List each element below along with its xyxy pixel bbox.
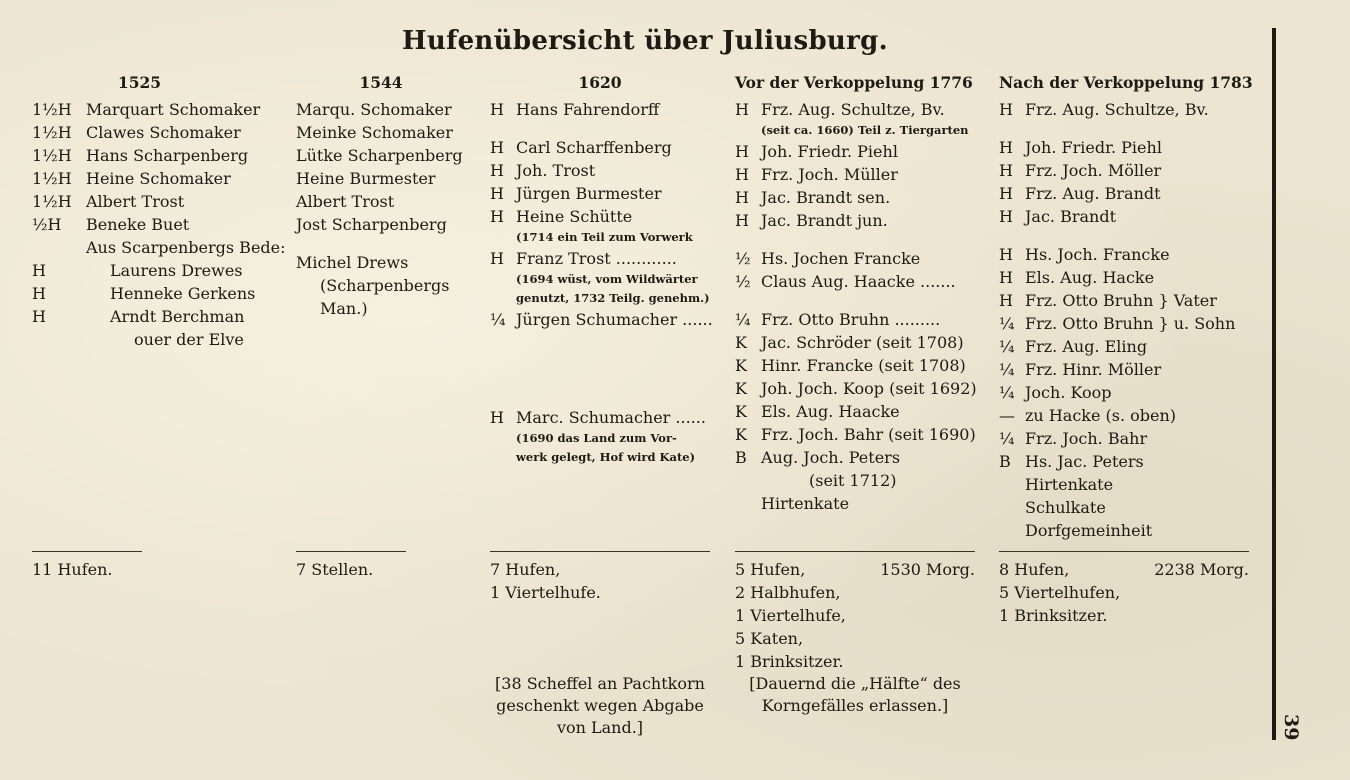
holder-name: Aus Scarpenbergs Bede: [86,238,286,257]
table-row [999,121,1249,136]
table-row [999,98,1249,121]
summary-rule [490,551,710,552]
holder-name: Heine Burmester [296,169,436,188]
holder-name: Hirtenkate [1025,475,1114,494]
holder-name: Frz. Otto Bruhn } u. Sohn [1025,314,1236,333]
summary-line: 11 Hufen. [32,560,113,579]
annotation-text: genutzt, 1732 Teilg. genehm.) [516,291,710,305]
table-row [735,400,975,423]
holder-name: Hans Fahrendorff [516,100,660,119]
summary-line: 1 Brinksitzer. [999,606,1108,625]
holder-name: (Scharpenbergs [320,276,450,295]
holder-name: zu Hacke (s. oben) [1025,406,1177,425]
table-row [490,182,725,205]
holding-size: — [999,406,1015,425]
holder-name: Heine Schomaker [86,169,231,188]
holding-size: H [999,100,1013,119]
annotation-text: werk gelegt, Hof wird Kate) [516,450,696,464]
table-row [32,328,247,351]
page-title: Hufenübersicht über Juliusburg. [402,26,888,56]
holding-size: K [735,425,747,444]
table-row [490,346,725,361]
holder-name: Frz. Otto Bruhn } Vater [1025,291,1217,310]
holder-name: Frz. Joch. Bahr (seit 1690) [761,425,976,444]
column-note: [38 Scheffel an Pachtkorn geschenkt wegen Abgabe von Land.] [495,674,705,737]
holding-size: H [32,307,46,326]
table-row [490,121,725,136]
table-row [735,354,975,377]
table-row [490,361,725,376]
holder-name: Marqu. Schomaker [296,100,452,119]
column-summary [735,558,975,673]
table-row [490,448,725,467]
holder-name: Man.) [320,299,368,318]
summary-area: 2238 Morg. [1154,560,1249,579]
column-note: [Dauernd die „Hälfte“ des Korngefälles erlassen.] [749,674,961,715]
holding-size: H [490,161,504,180]
table-row [490,376,725,391]
table-row [735,377,975,400]
column-summary [999,558,1249,627]
holder-name: Michel Drews [296,253,409,272]
column-0 [32,72,286,351]
table-row [735,308,975,331]
table-row [735,331,975,354]
table-row [999,496,1249,519]
column-header: Nach der Verkoppelung 1783 [999,73,1253,92]
holder-name: Frz. Joch. Möller [1025,161,1162,180]
holding-size: 1½H [32,123,72,142]
table-row [999,136,1249,159]
table-row [296,98,466,121]
table-row [999,427,1249,450]
table-row [490,247,725,270]
holding-size: H [490,138,504,157]
holder-name: Jac. Brandt [1025,207,1117,226]
table-row [32,144,247,167]
summary-line: 1 Viertelhufe, [735,606,846,625]
table-row [490,205,725,228]
table-row [490,159,725,182]
table-row [999,381,1249,404]
holder-name: Heine Schütte [516,207,633,226]
table-row [490,270,725,289]
table-row [999,358,1249,381]
holder-name: Frz. Hinr. Möller [1025,360,1162,379]
annotation-text: (1694 wüst, vom Wildwärter [516,272,698,286]
holding-size: ¼ [999,337,1015,356]
holder-name: Marc. Schumacher ...... [516,408,706,427]
summary-line: 1 Viertelhufe. [490,583,601,602]
table-row [32,213,247,236]
holder-name: Frz. Otto Bruhn ......... [761,310,941,329]
holding-size: 1½H [32,169,72,188]
table-row [32,98,261,121]
table-row [999,205,1249,228]
holding-size: H [999,161,1013,180]
table-row [999,228,1249,243]
holding-size: H [490,184,504,203]
table-row [296,121,466,144]
holding-size: ¼ [999,383,1015,402]
vertical-rule [1272,28,1276,740]
table-row [32,167,247,190]
holder-name: Frz. Aug. Eling [1025,337,1148,356]
table-row [32,282,256,305]
table-row [490,136,725,159]
summary-rule [735,551,975,552]
table-row [296,274,466,297]
table-row [999,266,1249,289]
summary-line: 7 Stellen. [296,560,374,579]
holder-name: Albert Trost [86,192,185,211]
table-row [735,121,975,140]
table-row [999,182,1249,205]
table-row [32,305,247,328]
table-row [735,98,975,121]
holder-name: Jürgen Schumacher ...... [516,310,713,329]
holder-name: Hs. Jac. Peters [1025,452,1144,471]
holding-size: H [999,138,1013,157]
table-row [999,312,1249,335]
column-header: Vor der Verkoppelung 1776 [735,73,973,92]
holder-name: Meinke Schomaker [296,123,453,142]
table-row [296,213,466,236]
holding-size: ½ [735,272,751,291]
column-summary [296,558,406,581]
table-row [735,232,975,247]
holding-size: H [999,268,1013,287]
table-row [490,308,725,331]
holder-name: Marquart Schomaker [86,100,261,119]
holder-name: Hinr. Francke (seit 1708) [761,356,966,375]
holding-size: H [735,211,749,230]
column-header: 1544 [359,73,403,92]
annotation-text: (1714 ein Teil zum Vorwerk [516,230,693,244]
table-row [735,423,975,446]
holder-name: Frz. Aug. Schultze, Bv. [761,100,945,119]
summary-rule [999,551,1249,552]
table-row [999,473,1249,496]
holder-name: Frz. Aug. Schultze, Bv. [1025,100,1209,119]
holding-size: ¼ [999,429,1015,448]
holding-size: H [490,249,504,268]
holder-name: Hirtenkate [761,494,850,513]
table-row [999,519,1249,542]
annotation-text: (1690 das Land zum Vor- [516,431,677,445]
holding-size: K [735,333,747,352]
holding-size: 1½H [32,100,72,119]
summary-area: 1530 Morg. [880,560,975,579]
holding-size: ¼ [735,310,751,329]
holder-name: Els. Aug. Hacke [1025,268,1155,287]
summary-rule [32,551,142,552]
holder-name: Frz. Joch. Bahr [1025,429,1148,448]
holding-size: H [490,100,504,119]
holder-name: Frz. Joch. Müller [761,165,898,184]
summary-rule [296,551,406,552]
table-row [296,144,466,167]
holding-size: H [999,245,1013,264]
holding-size: H [735,165,749,184]
table-row [735,186,975,209]
holder-name: Jac. Brandt jun. [761,211,888,230]
column-header: 1620 [578,73,622,92]
table-row [490,331,725,346]
holding-size: ¼ [999,314,1015,333]
table-row [296,236,466,251]
summary-line: 5 Katen, [735,629,804,648]
holding-size: ½H [32,215,62,234]
holder-name: Joh. Joch. Koop (seit 1692) [761,379,977,398]
holder-name: Els. Aug. Haacke [761,402,900,421]
holder-name: Joh. Friedr. Piehl [1025,138,1162,157]
table-row [296,190,466,213]
table-row [999,335,1249,358]
holder-name: Joh. Trost [516,161,596,180]
column-summary [490,558,710,604]
holder-name: Franz Trost ............ [516,249,677,268]
table-row [32,190,247,213]
holding-size: H [735,100,749,119]
table-row [735,293,975,308]
holder-name: Hs. Joch. Francke [1025,245,1170,264]
table-row [490,406,725,429]
holder-name: Jac. Schröder (seit 1708) [761,333,964,352]
holding-size: H [999,184,1013,203]
table-row [32,259,247,282]
holder-name: Jürgen Burmester [516,184,662,203]
holder-name: Claus Aug. Haacke ....... [761,272,956,291]
table-row [999,289,1249,312]
holder-name: Dorfgemeinheit [1025,521,1153,540]
summary-line: 5 Hufen, 1530 Morg. [735,560,975,579]
holding-size: K [735,356,747,375]
holder-name: Schulkate [1025,498,1106,517]
summary-line: 8 Hufen, 2238 Morg. [999,560,1249,579]
holder-name: Hs. Jochen Francke [761,249,921,268]
holder-name: Joch. Koop [1025,383,1112,402]
holder-name: Carl Scharffenberg [516,138,672,157]
table-row [490,429,725,448]
holding-size: ¼ [490,310,506,329]
table-row [999,243,1249,266]
holding-size: H [32,284,46,303]
holder-name: Lütke Scharpenberg [296,146,463,165]
holding-size: H [999,291,1013,310]
table-row [296,251,466,274]
holder-name: Jac. Brandt sen. [761,188,891,207]
holder-name: Albert Trost [296,192,395,211]
holder-name: ouer der Elve [134,330,244,349]
holder-name: Hans Scharpenberg [86,146,249,165]
holder-name: Frz. Aug. Brandt [1025,184,1161,203]
holder-name: Laurens Drewes [110,261,243,280]
holder-name: Arndt Berchman [110,307,245,326]
holding-size: H [735,188,749,207]
table-row [735,492,975,515]
holding-size: H [735,142,749,161]
table-row [490,98,725,121]
annotation-text: (seit ca. 1660) Teil z. Tiergarten [761,123,969,137]
holding-size: K [735,402,747,421]
holding-size: H [999,207,1013,226]
table-row [735,270,975,293]
column-header: 1525 [117,73,162,92]
column-2 [490,72,725,467]
table-row [999,450,1249,473]
holding-size: B [735,448,747,467]
table-row [490,391,725,406]
column-4 [999,72,1253,542]
table-row [735,163,975,186]
table-row [999,404,1249,427]
column-3 [735,72,975,515]
holder-name: Joh. Friedr. Piehl [761,142,898,161]
summary-line: 7 Hufen, [490,560,561,579]
holding-size: 1½H [32,146,72,165]
holding-size: ¼ [999,360,1015,379]
table-row [490,228,725,247]
table-row [32,121,247,144]
holder-name: Clawes Schomaker [86,123,241,142]
holding-size: H [32,261,46,280]
summary-line: 1 Brinksitzer. [735,652,844,671]
column-summary [32,558,142,581]
holding-size: K [735,379,747,398]
table-row [999,159,1249,182]
summary-line: 2 Halbhufen, [735,583,841,602]
table-row [735,446,975,469]
holder-name: Beneke Buet [86,215,190,234]
column-1 [296,72,466,320]
table-row [296,167,466,190]
holding-size: H [490,207,504,226]
summary-line: 5 Viertelhufen, [999,583,1121,602]
page-number: 39 [1280,714,1302,741]
table-row [735,247,975,270]
holder-name: (seit 1712) [809,471,897,490]
holder-name: Aug. Joch. Peters [761,448,901,467]
table-row [735,469,975,492]
holding-size: 1½H [32,192,72,211]
table-row [32,236,286,259]
table-row [490,289,725,308]
table-row [296,297,466,320]
holding-size: ½ [735,249,751,268]
holding-size: B [999,452,1011,471]
holder-name: Henneke Gerkens [110,284,256,303]
holder-name: Jost Scharpenberg [296,215,447,234]
table-row [735,140,975,163]
holding-size: H [490,408,504,427]
table-row [735,209,975,232]
